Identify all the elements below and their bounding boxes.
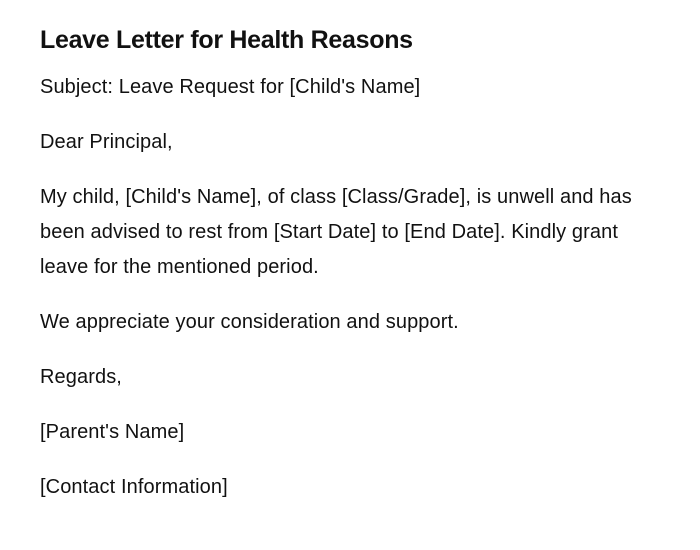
letter-closing: Regards, [40,366,122,388]
letter-body: My child, [Child's Name], of class [Class/Grade], is unwell and has been advised to rest from [Start Date] to [End Date]. Kindly grant leave for the mentioned period. [40,186,632,278]
letter-title: Leave Letter for Health Reasons [40,26,413,54]
letter-appreciation: We appreciate your consideration and support. [40,311,459,333]
letter-subject: Subject: Leave Request for [Child's Name] [40,76,421,98]
letter-signature-name: [Parent's Name] [40,421,185,443]
letter-salutation: Dear Principal, [40,131,173,153]
letter-signature-contact: [Contact Information] [40,476,228,498]
